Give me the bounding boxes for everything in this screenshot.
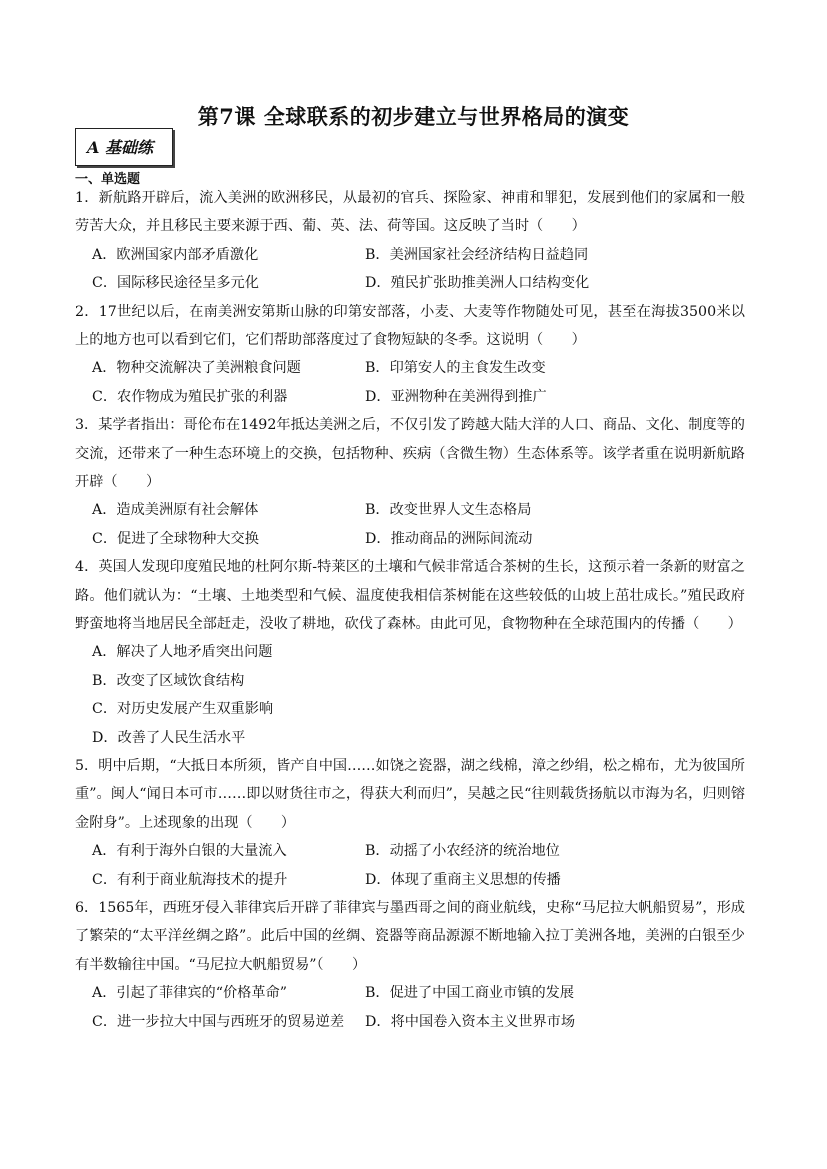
option-a[interactable]: A．有利于海外白银的大量流入: [92, 843, 287, 860]
option-d[interactable]: D．改善了人民生活水平: [92, 729, 246, 746]
question-1: [75, 184, 745, 298]
option-d[interactable]: D．体现了重商主义思想的传播: [365, 871, 561, 888]
question-stem: 5．明中后期，“大抵日本所须，皆产自中国……如饶之瓷器，湖之线棉，漳之纱绢，松之棉布，尤为彼国所重”。闽人“闻日本可市……即以财货往市之，得获大利而归”，吴越之民“往则载货扬航以市海为名，归则镕金附身”。上述现象的出现（ ）: [75, 757, 745, 831]
option-list: [75, 837, 745, 894]
option-a[interactable]: A．造成美洲原有社会解体: [92, 502, 259, 519]
option-list: [75, 638, 745, 752]
option-b[interactable]: B．印第安人的主食发生改变: [365, 360, 546, 377]
question-stem: 4．英国人发现印度殖民地的杜阿尔斯-特莱区的土壤和气候非常适合茶树的生长，这预示着一条新的财富之路。他们就认为：“土壤、土地类型和气候、温度使我相信茶树能在这些较低的山坡上茁壮成长。”殖民政府野蛮地将当地居民全部赶走，没收了耕地，砍伐了森林。由此可见，食物物种在全球范围内的传播（ ）: [75, 559, 745, 632]
option-list: [75, 241, 745, 298]
option-b[interactable]: B．促进了中国工商业市镇的发展: [365, 985, 575, 1002]
question-6: [75, 894, 745, 1036]
question-stem: 3．某学者指出：哥伦布在1492年抵达美洲之后，不仅引发了跨越大陆大洋的人口、商品、文化、制度等的交流，还带来了一种生态环境上的交换，包括物种、疾病（含微生物）生态体系等。该学者重在说明新航路开辟（ ）: [75, 417, 745, 490]
option-b[interactable]: B．美洲国家社会经济结构日益趋同: [365, 246, 589, 263]
option-a[interactable]: A．物种交流解决了美洲粮食问题: [92, 360, 301, 377]
option-c[interactable]: C．有利于商业航海技术的提升: [92, 871, 288, 888]
option-b[interactable]: B．改变世界人文生态格局: [365, 502, 532, 519]
question-list: [75, 184, 745, 1036]
option-list: [75, 979, 745, 1036]
option-c[interactable]: C．促进了全球物种大交换: [92, 530, 259, 547]
question-stem: 6．1565年，西班牙侵入菲律宾后开辟了菲律宾与墨西哥之间的商业航线，史称“马尼拉大帆船贸易”，形成了繁荣的“太平洋丝绸之路”。此后中国的丝绸、瓷器等商品源源不断地输入拉丁美洲各地，美洲的白银至少有半数输往中国。“马尼拉大帆船贸易”（ ）: [75, 899, 745, 973]
option-b[interactable]: B．动摇了小农经济的统治地位: [365, 843, 560, 860]
lesson-title: 第7课 全球联系的初步建立与世界格局的演变: [197, 104, 630, 129]
question-stem: 2．17世纪以后，在南美洲安第斯山脉的印第安部落，小麦、大麦等作物随处可见，甚至在海拔3500米以上的地方也可以看到它们，它们帮助部落度过了食物短缺的冬季。这说明（ ）: [75, 303, 745, 348]
option-a[interactable]: A．解决了人地矛盾突出问题: [92, 644, 273, 661]
option-list: [75, 496, 745, 553]
option-c[interactable]: C．进一步拉大中国与西班牙的贸易逆差: [92, 1013, 345, 1030]
option-d[interactable]: D．殖民扩张助推美洲人口结构变化: [365, 275, 590, 292]
question-stem: 1．新航路开辟后，流入美洲的欧洲移民，从最初的官兵、探险家、神甫和罪犯，发展到他们的家属和一般劳苦大众，并且移民主要来源于西、葡、英、法、荷等国。这反映了当时（ ）: [75, 190, 745, 235]
section-heading: 一、单选题: [75, 172, 141, 187]
option-c[interactable]: C．对历史发展产生双重影响: [92, 701, 274, 718]
option-a[interactable]: A．引起了菲律宾的“价格革命”: [92, 985, 288, 1002]
question-4: [75, 553, 745, 752]
basic-practice-badge: A 基础练: [75, 128, 173, 166]
question-2: [75, 298, 745, 412]
option-c[interactable]: C．国际移民途径呈多元化: [92, 275, 259, 292]
option-d[interactable]: D．亚洲物种在美洲得到推广: [365, 388, 547, 405]
question-5: [75, 752, 745, 894]
option-b[interactable]: B．改变了区域饮食结构: [92, 672, 245, 689]
option-a[interactable]: A．欧洲国家内部矛盾激化: [92, 246, 259, 263]
option-d[interactable]: D．将中国卷入资本主义世界市场: [365, 1013, 576, 1030]
question-3: [75, 411, 745, 553]
option-d[interactable]: D．推动商品的洲际间流动: [365, 530, 533, 547]
option-c[interactable]: C．农作物成为殖民扩张的利器: [92, 388, 288, 405]
option-list: [75, 354, 745, 411]
